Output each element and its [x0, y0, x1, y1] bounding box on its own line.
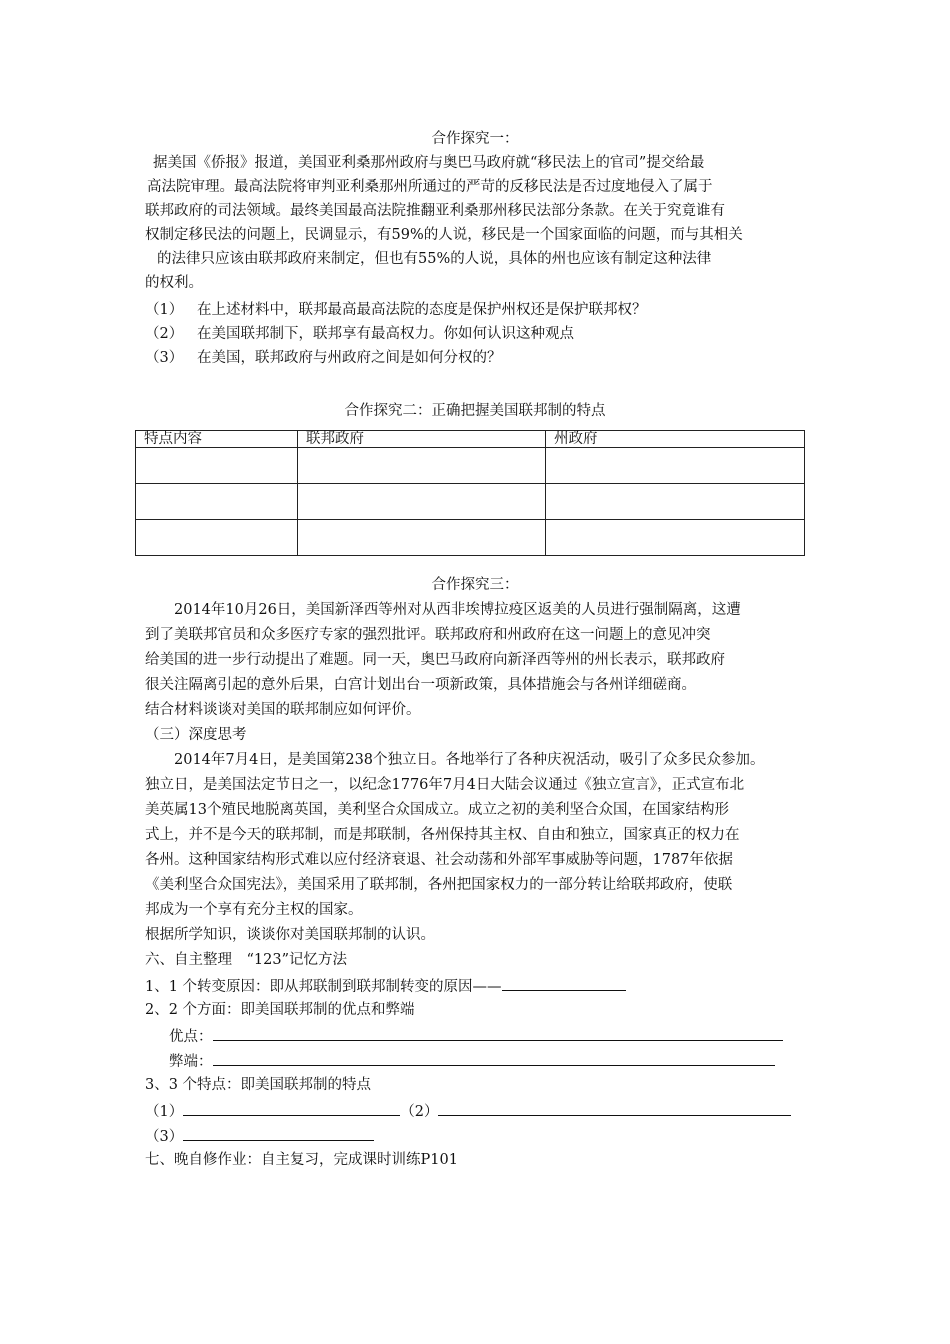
- section1-paragraph-line: 的权利。: [145, 275, 203, 291]
- advantage-label: 优点：: [169, 1029, 213, 1045]
- section1-paragraph-line: 权制定移民法的问题上，民调显示，有59%的人说，移民是一个国家面临的问题，而与其相关: [145, 227, 743, 243]
- disadvantage-blank[interactable]: [213, 1050, 775, 1066]
- feature-number: （2）: [400, 1104, 439, 1120]
- section3-title: 合作探究三：: [431, 577, 519, 593]
- section4-paragraph-line: 根据所学知识，谈谈你对美国联邦制的认识。: [145, 927, 435, 943]
- feature-blank[interactable]: [438, 1100, 791, 1116]
- question-number: （1）: [145, 302, 184, 318]
- answer-blank[interactable]: [502, 975, 626, 991]
- federalism-table: [135, 430, 805, 556]
- section1-paragraph-line: 高法院审理。最高法院将审判亚利桑那州所通过的严苛的反移民法是否过度地侵入了属于: [147, 179, 713, 195]
- section1-paragraph-line: 据美国《侨报》报道，美国亚利桑那州政府与奥巴马政府就“移民法上的官司”提交给最: [153, 155, 705, 171]
- advantage-blank[interactable]: [213, 1025, 783, 1041]
- summary-item-1: [145, 975, 626, 997]
- table-cell[interactable]: [298, 448, 546, 484]
- question-3: [145, 348, 502, 368]
- table-cell[interactable]: [136, 448, 298, 484]
- section1-paragraph-line: 的法律只应该由联邦政府来制定，但也有55%的人说，具体的州也应该有制定这种法律: [157, 251, 712, 267]
- table-header-cell: 特点内容: [136, 431, 298, 448]
- question-1: [145, 300, 647, 320]
- question-number: （2）: [145, 326, 184, 342]
- advantage-row: [169, 1025, 783, 1047]
- question-text: 在上述材料中，联邦最高最高法院的态度是保护州权还是保护联邦权？: [197, 302, 647, 318]
- section3-paragraph-line: 很关注隔离引起的意外后果，白宫计划出台一项新政策，具体措施会与各州详细磋商。: [145, 677, 696, 693]
- question-2: [145, 324, 574, 344]
- feature-row-2: [145, 1125, 374, 1147]
- table-row: [136, 520, 805, 556]
- section2-title: 合作探究二：正确把握美国联邦制的特点: [344, 403, 606, 419]
- section4-paragraph-line: 独立日，是美国法定节日之一，以纪念1776年7月4日大陆会议通过《独立宣言》，正式宣布北: [145, 777, 745, 793]
- section6-title: 七、晚自修作业：自主复习，完成课时训练P101: [145, 1152, 458, 1168]
- section3-paragraph-line: 给美国的进一步行动提出了难题。同一天，奥巴马政府向新泽西等州的州长表示，联邦政府: [145, 652, 725, 668]
- table-cell[interactable]: [546, 520, 805, 556]
- disadvantage-label: 弊端：: [169, 1054, 213, 1070]
- question-text: 在美国联邦制下，联邦享有最高权力。你如何认识这种观点: [197, 326, 574, 342]
- question-text: 在美国，联邦政府与州政府之间是如何分权的？: [197, 350, 502, 366]
- section4-paragraph-line: 美英属13个殖民地脱离英国，美利坚合众国成立。成立之初的美利坚合众国，在国家结构形: [145, 802, 729, 818]
- table-header-cell: 联邦政府: [298, 431, 546, 448]
- question-number: （3）: [145, 350, 184, 366]
- section4-title: （三）深度思考: [145, 727, 247, 743]
- section5-title: 六、自主整理 “123”记忆方法: [145, 952, 348, 968]
- table-cell[interactable]: [136, 520, 298, 556]
- table-row: [136, 484, 805, 520]
- table-cell[interactable]: [298, 484, 546, 520]
- section4-paragraph-line: 2014年7月4日，是美国第238个独立日。各地举行了各种庆祝活动，吸引了众多民众参加。: [174, 752, 765, 768]
- section1-title: 合作探究一：: [431, 131, 519, 147]
- feature-blank[interactable]: [183, 1100, 400, 1116]
- table-cell[interactable]: [546, 484, 805, 520]
- section3-paragraph-line: 2014年10月26日，美国新泽西等州对从西非埃博拉疫区返美的人员进行强制隔离，这遭: [174, 602, 741, 618]
- feature-blank[interactable]: [183, 1125, 374, 1141]
- summary-item-2: 2、2 个方面：即美国联邦制的优点和弊端: [145, 1002, 415, 1018]
- feature-number: （3）: [145, 1129, 184, 1145]
- section4-paragraph-line: 《美利坚合众国宪法》，美国采用了联邦制，各州把国家权力的一部分转让给联邦政府，使联: [145, 877, 733, 893]
- feature-row-1: [145, 1100, 791, 1122]
- feature-number: （1）: [145, 1104, 184, 1120]
- section4-paragraph-line: 式上，并不是今天的联邦制，而是邦联制，各州保持其主权、自由和独立，国家真正的权力在: [145, 827, 740, 843]
- summary-item-text: 1、1 个转变原因：即从邦联制到联邦制转变的原因——: [145, 979, 502, 995]
- table-header-cell: 州政府: [546, 431, 805, 448]
- section4-paragraph-line: 各州。这种国家结构形式难以应付经济衰退、社会动荡和外部军事威胁等问题，1787年依据: [145, 852, 733, 868]
- section1-paragraph-line: 联邦政府的司法领域。最终美国最高法院推翻亚利桑那州移民法部分条款。在关于究竟谁有: [145, 203, 725, 219]
- section3-paragraph-line: 结合材料谈谈对美国的联邦制应如何评价。: [145, 702, 421, 718]
- section3-paragraph-line: 到了美联邦官员和众多医疗专家的强烈批评。联邦政府和州政府在这一问题上的意见冲突: [145, 627, 711, 643]
- disadvantage-row: [169, 1050, 775, 1072]
- table-cell[interactable]: [298, 520, 546, 556]
- section4-paragraph-line: 邦成为一个享有充分主权的国家。: [145, 902, 363, 918]
- table-row: [136, 448, 805, 484]
- table-cell[interactable]: [136, 484, 298, 520]
- summary-item-3: 3、3 个特点：即美国联邦制的特点: [145, 1077, 372, 1093]
- table-cell[interactable]: [546, 448, 805, 484]
- table-header-row: [136, 431, 805, 448]
